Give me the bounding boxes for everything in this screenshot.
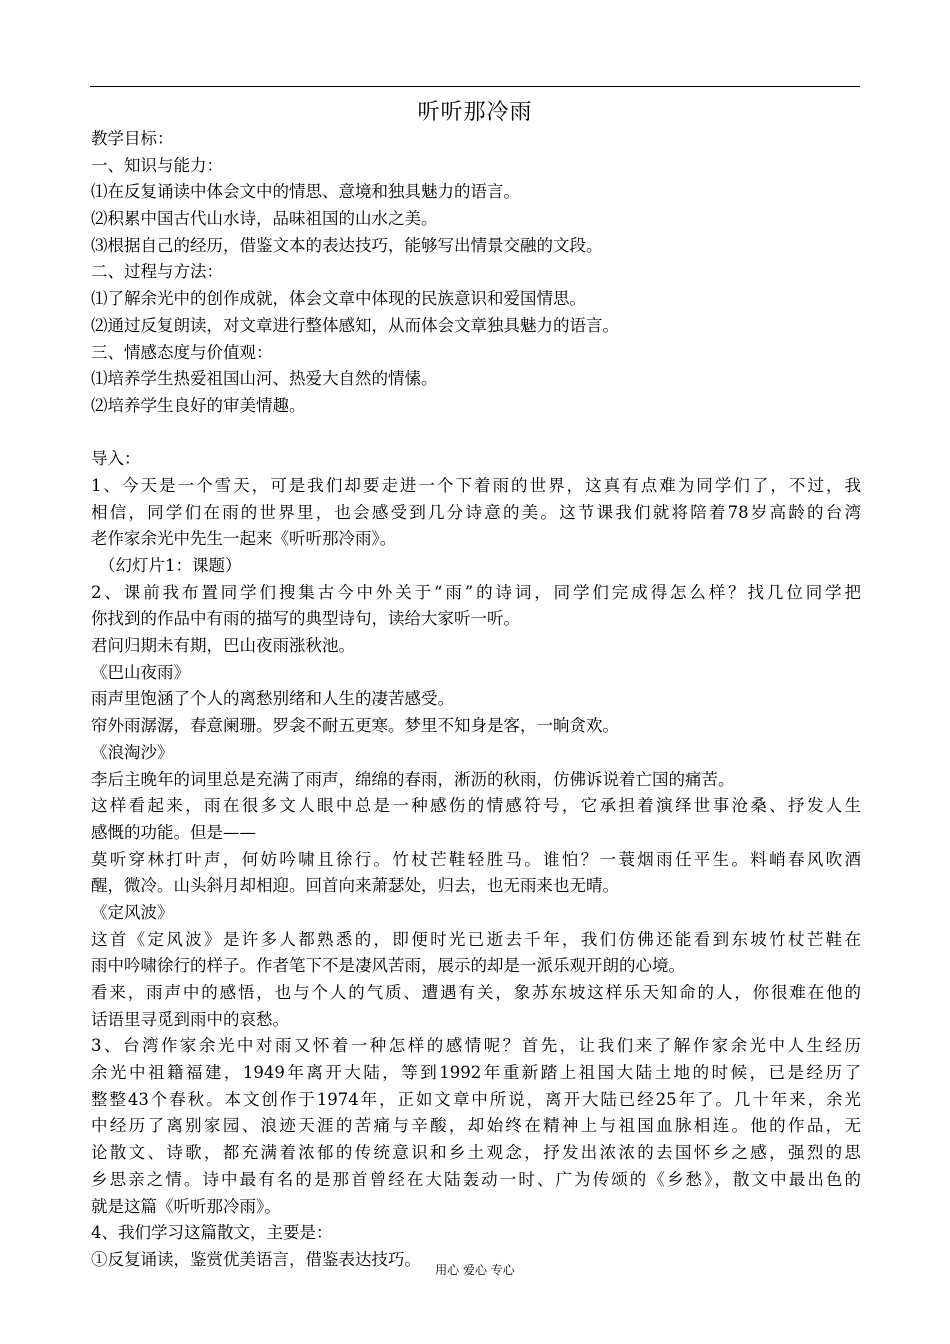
blank-line — [91, 420, 861, 447]
text-line: ⑵积累中国古代山水诗，品味祖国的山水之美。 — [91, 209, 438, 229]
text-line: 《定风波》 — [91, 902, 174, 922]
text-line: 论散文、诗歌，都充满着浓郁的传统意识和乡土观念，抒发出浓浓的去国怀乡之感，强烈的思 — [91, 1143, 861, 1163]
text-line: 雨声里饱涵了个人的离愁别绪和人生的凄苦感受。 — [91, 689, 454, 709]
text-line: 三、情感态度与价值观： — [91, 342, 273, 362]
text-line: 醒，微冷。山头斜月却相迎。回首向来萧瑟处，归去，也无雨来也无晴。 — [91, 876, 619, 896]
text-line: 感慨的功能。但是—— — [91, 822, 256, 842]
text-line: ⑴了解余光中的创作成就，体会文章中体现的民族意识和爱国情思。 — [91, 289, 586, 309]
text-line: 君问归期未有期，巴山夜雨涨秋池。 — [91, 636, 355, 656]
text-line: 4、我们学习这篇散文，主要是： — [91, 1223, 333, 1243]
text-line: 就是这篇《听听那冷雨》。 — [91, 1196, 281, 1216]
text-line: 一、知识与能力： — [91, 155, 223, 175]
text-line: 乡思亲之情。诗中最有名的是那首曾经在大陆轰动一时、广为传颂的《乡愁》，散文中最出色的 — [91, 1169, 861, 1189]
text-line: 话语里寻觅到雨中的哀愁。 — [91, 1009, 289, 1029]
text-line: ⑴在反复诵读中体会文中的情思、意境和独具魅力的语言。 — [91, 182, 520, 202]
text-line: ①反复诵读，鉴赏优美语言，借鉴表达技巧。 — [91, 1249, 421, 1269]
text-line: 余光中祖籍福建，1949年离开大陆，等到1992年重新踏上祖国大陆土地的时候，已是经历了 — [91, 1063, 861, 1083]
text-line: 莫听穿林打叶声，何妨吟啸且徐行。竹杖芒鞋轻胜马。谁怕？一蓑烟雨任平生。料峭春风吹酒 — [91, 849, 861, 869]
text-line: 相信，同学们在雨的世界里，也会感受到几分诗意的美。这节课我们就将陪着78岁高龄的台湾 — [91, 502, 861, 522]
text-line: 雨中吟啸徐行的样子。作者笔下不是凄风苦雨，展示的却是一派乐观开朗的心境。 — [91, 956, 685, 976]
text-line: 这首《定风波》是许多人都熟悉的，即便时光已逝去千年，我们仿佛还能看到东坡竹杖芒鞋在 — [91, 929, 861, 949]
text-line: 2、课前我布置同学们搜集古今中外关于“雨”的诗词，同学们完成得怎么样？找几位同学把 — [91, 582, 861, 602]
text-line: 中经历了离别家园、浪迹天涯的苦痛与辛酸，却始终在精神上与祖国血脉相连。他的作品，无 — [91, 1116, 861, 1136]
text-line: 《浪淘沙》 — [91, 742, 174, 762]
document-body — [91, 126, 861, 1274]
text-line: 教学目标： — [91, 129, 174, 148]
text-line: 李后主晚年的词里总是充满了雨声，绵绵的春雨，淅沥的秋雨，仿佛诉说着亡国的痛苦。 — [91, 769, 735, 789]
text-line: 这样看起来，雨在很多文人眼中总是一种感伤的情感符号，它承担着演绎世事沧桑、抒发人生 — [91, 796, 861, 816]
page-title: 听听那冷雨 — [417, 100, 533, 125]
text-line: 看来，雨声中的感悟，也与个人的气质、遭遇有关，象苏东坡这样乐天知命的人，你很难在他的 — [91, 983, 861, 1002]
text-line: ⑶根据自己的经历，借鉴文本的表达技巧，能够写出情景交融的文段。 — [91, 235, 603, 255]
text-line: 老作家余光中先生一起来《听听那冷雨》。 — [91, 529, 397, 549]
text-line: 你找到的作品中有雨的描写的典型诗句，读给大家听一听。 — [91, 609, 520, 629]
text-line: 整整43个春秋。本文创作于1974年，正如文章中所说，离开大陆已经25年了。几十年来，余光 — [91, 1089, 861, 1109]
page-footer: 用心 爱心 专心 — [435, 1263, 515, 1277]
text-line: ⑵通过反复朗读，对文章进行整体感知，从而体会文章独具魅力的语言。 — [91, 315, 619, 335]
text-line: 帘外雨潺潺，春意阑珊。罗衾不耐五更寒。梦里不知身是客，一晌贪欢。 — [91, 716, 619, 736]
text-line: 导入： — [91, 449, 141, 469]
text-line: ⑴培养学生热爱祖国山河、热爱大自然的情愫。 — [91, 369, 438, 389]
text-line: ⑵培养学生良好的审美情趣。 — [91, 395, 306, 415]
text-line: 二、过程与方法： — [91, 262, 223, 282]
header-rule — [90, 86, 860, 87]
text-line: 《巴山夜雨》 — [91, 662, 190, 682]
text-line: 1、今天是一个雪天，可是我们却要走进一个下着雨的世界，这真有点难为同学们了，不过，我 — [91, 475, 861, 495]
text-line: 3、台湾作家余光中对雨又怀着一种怎样的感情呢？首先，让我们来了解作家余光中人生经历 — [91, 1036, 861, 1056]
text-line: （幻灯片1：课题） — [99, 556, 242, 575]
